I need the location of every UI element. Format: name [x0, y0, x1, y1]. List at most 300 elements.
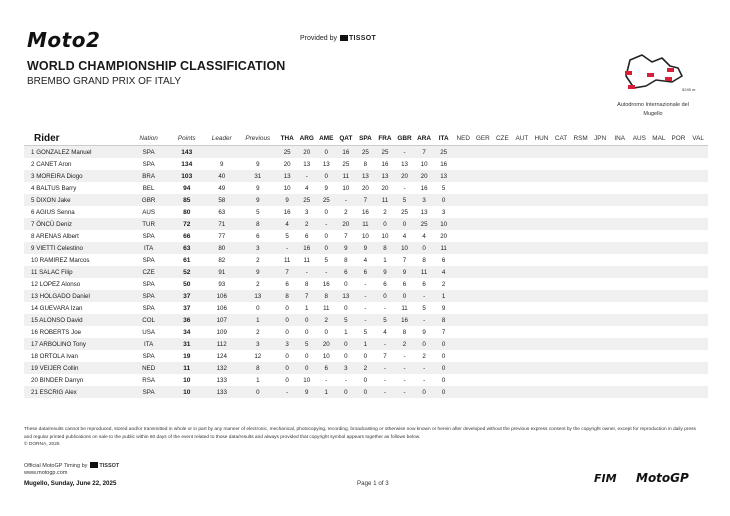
- race-result-cell: [532, 278, 552, 290]
- race-result-cell: 16: [395, 314, 415, 326]
- race-result-cell: [551, 278, 571, 290]
- race-result-cell: 13: [303, 160, 311, 168]
- race-result-cell: [551, 374, 571, 386]
- race-result-cell: 25: [342, 160, 350, 168]
- rider-cell: [24, 314, 129, 326]
- race-result-cell: 0: [277, 362, 297, 374]
- race-result-cell: [688, 230, 708, 242]
- race-result-cell: [453, 386, 473, 398]
- table-row: [24, 374, 708, 386]
- points-cell: 63: [168, 242, 205, 254]
- race-result-cell: [453, 350, 473, 362]
- race-result-cell: [688, 362, 708, 374]
- points-cell: 143: [168, 146, 205, 159]
- rider-name: DIXON Jake: [36, 196, 71, 204]
- race-result-cell: 20: [297, 146, 317, 159]
- race-result-cell: [571, 374, 591, 386]
- race-result-cell: [649, 302, 669, 314]
- col-header-race-val: VAL: [688, 132, 708, 146]
- race-result-cell: 16: [297, 242, 317, 254]
- rider-cell: [24, 218, 129, 230]
- rider-position: 21: [31, 388, 38, 396]
- race-result-cell: 0: [395, 290, 415, 302]
- race-result-cell: -: [414, 314, 434, 326]
- table-row: [24, 206, 708, 218]
- race-result-cell: 25: [434, 146, 454, 159]
- points-cell: 61: [183, 256, 191, 264]
- rider-name: ROBERTS Joe: [39, 328, 82, 336]
- race-result-cell: [512, 290, 532, 302]
- table-row: [24, 338, 708, 350]
- race-result-cell: -: [317, 266, 337, 278]
- race-result-cell: 8: [402, 328, 407, 336]
- rider-position: 12: [31, 280, 38, 288]
- race-result-cell: 11: [336, 170, 356, 182]
- race-result-cell: 4: [422, 232, 426, 240]
- points-cell: 85: [168, 194, 205, 206]
- race-result-cell: [590, 182, 610, 194]
- race-result-cell: [590, 170, 610, 182]
- race-result-cell: [532, 362, 552, 374]
- race-result-cell: 16: [336, 146, 356, 159]
- race-result-cell: [473, 158, 493, 170]
- race-result-cell: 1: [304, 304, 309, 312]
- race-result-cell: [493, 278, 513, 290]
- race-result-cell: [630, 194, 650, 206]
- race-result-cell: 9: [324, 184, 328, 192]
- race-result-cell: [630, 326, 650, 338]
- race-result-cell: 2: [422, 352, 426, 360]
- race-result-cell: 7: [277, 266, 297, 278]
- race-result-cell: [473, 146, 493, 159]
- race-result-cell: 10: [322, 352, 330, 360]
- sponsor-name: TISSOT: [348, 35, 377, 42]
- race-result-cell: [473, 170, 493, 182]
- race-result-cell: [493, 338, 513, 350]
- page-title: WORLD CHAMPIONSHIP CLASSIFICATION: [27, 59, 286, 73]
- race-result-cell: [453, 290, 473, 302]
- rider-name: VIETTI Celestino: [36, 244, 83, 252]
- race-result-cell: [551, 146, 571, 159]
- race-result-cell: [571, 350, 591, 362]
- race-result-cell: [453, 326, 473, 338]
- rider-position: 9: [31, 244, 35, 252]
- race-result-cell: [610, 170, 630, 182]
- race-result-cell: 20: [395, 170, 415, 182]
- race-result-cell: [532, 194, 552, 206]
- race-result-cell: 0: [344, 304, 348, 312]
- table-row: [24, 146, 708, 159]
- race-result-cell: [571, 146, 591, 159]
- points-cell: 50: [183, 280, 191, 288]
- race-result-cell: [551, 302, 571, 314]
- race-result-cell: [688, 254, 708, 266]
- race-result-cell: [669, 194, 689, 206]
- race-result-cell: [532, 254, 552, 266]
- race-result-cell: [473, 326, 493, 338]
- race-result-cell: [649, 158, 669, 170]
- race-result-cell: [473, 218, 493, 230]
- race-result-cell: [453, 278, 473, 290]
- race-result-cell: [551, 158, 571, 170]
- race-result-cell: 4: [363, 256, 368, 264]
- race-result-cell: [512, 194, 532, 206]
- rider-cell: [24, 206, 129, 218]
- race-result-cell: [590, 158, 610, 170]
- race-result-cell: [571, 266, 591, 278]
- race-result-cell: 5: [297, 338, 317, 350]
- race-result-cell: [571, 194, 591, 206]
- rider-name: GONZALEZ Manuel: [36, 148, 92, 156]
- race-result-cell: [551, 362, 571, 374]
- race-result-cell: [688, 158, 708, 170]
- leader-gap-cell: 80: [205, 242, 238, 254]
- race-result-cell: 0: [297, 314, 317, 326]
- leader-gap-cell: 109: [216, 328, 227, 336]
- race-result-cell: [590, 338, 610, 350]
- race-result-cell: [590, 302, 610, 314]
- race-result-cell: [493, 230, 513, 242]
- race-result-cell: [453, 302, 473, 314]
- rider-name: ORTOLA Ivan: [39, 352, 78, 360]
- race-result-cell: [590, 278, 610, 290]
- race-result-cell: 9: [277, 194, 297, 206]
- race-result-cell: 20: [283, 160, 291, 168]
- nation-cell: SPA: [129, 290, 168, 302]
- race-result-cell: 0: [285, 304, 289, 312]
- race-result-cell: [571, 314, 591, 326]
- col-header-race-ned: NED: [453, 132, 473, 146]
- race-result-cell: [590, 362, 610, 374]
- moto2-logo: Moto2: [27, 28, 101, 52]
- race-result-cell: [512, 170, 532, 182]
- race-result-cell: 0: [297, 362, 317, 374]
- rider-position: 8: [31, 232, 35, 240]
- race-result-cell: -: [297, 170, 317, 182]
- race-result-cell: [473, 278, 493, 290]
- rider-name: VEIJER Collin: [39, 364, 79, 372]
- rider-cell: [24, 302, 129, 314]
- race-result-cell: 13: [401, 160, 408, 168]
- tissot-icon: [90, 462, 98, 468]
- col-header-rider: Rider: [24, 132, 129, 146]
- race-result-cell: [630, 386, 650, 398]
- col-header-race-fra: FRA: [375, 132, 395, 146]
- race-result-cell: [571, 254, 591, 266]
- points-cell: 103: [168, 170, 205, 182]
- race-result-cell: [473, 374, 493, 386]
- race-result-cell: [688, 386, 708, 398]
- race-result-cell: 20: [336, 218, 356, 230]
- points-cell: 94: [183, 184, 191, 192]
- nation-cell: SPA: [142, 352, 155, 360]
- race-result-cell: -: [375, 338, 395, 350]
- race-result-cell: [669, 230, 689, 242]
- previous-gap-cell: 9: [238, 266, 277, 278]
- leader-gap-cell: 133: [216, 376, 227, 384]
- race-result-cell: [493, 374, 513, 386]
- nation-cell: NED: [129, 362, 168, 374]
- race-result-cell: 0: [441, 376, 446, 384]
- col-header-race-ina: INA: [610, 132, 630, 146]
- race-result-cell: [590, 242, 610, 254]
- rider-name: ESCRIG Alex: [39, 388, 77, 396]
- circuit-name-line2: Mugello: [643, 111, 663, 117]
- event-date: Mugello, Sunday, June 22, 2025: [24, 480, 117, 487]
- race-result-cell: [571, 386, 591, 398]
- race-result-cell: -: [317, 218, 337, 230]
- nation-cell: BEL: [142, 184, 155, 192]
- race-result-cell: [610, 314, 630, 326]
- race-result-cell: -: [277, 242, 297, 254]
- race-result-cell: [551, 182, 571, 194]
- leader-gap-cell: 133: [205, 386, 238, 398]
- rider-name: ÖNCÜ Deniz: [36, 220, 72, 228]
- race-result-cell: [590, 206, 610, 218]
- race-result-cell: [453, 314, 473, 326]
- race-result-cell: [571, 158, 591, 170]
- race-result-cell: 9: [422, 328, 426, 336]
- race-result-cell: [532, 314, 552, 326]
- previous-gap-cell: [238, 146, 277, 159]
- race-result-cell: 0: [285, 352, 289, 360]
- rider-name: BINDER Darryn: [39, 376, 84, 384]
- race-result-cell: [453, 374, 473, 386]
- previous-gap-cell: 1: [256, 376, 260, 384]
- copyright-text: © DORNA, 2025: [24, 442, 60, 447]
- race-result-cell: [473, 350, 493, 362]
- leader-gap-cell: 71: [205, 218, 238, 230]
- race-result-cell: 11: [283, 256, 291, 264]
- rider-name: MOREIRA Diogo: [36, 172, 83, 180]
- table-row: [24, 362, 708, 374]
- race-result-cell: 6: [285, 280, 289, 288]
- website-link[interactable]: www.motogp.com: [24, 470, 68, 476]
- race-result-cell: [551, 338, 571, 350]
- table-row: [24, 278, 708, 290]
- race-result-cell: [551, 386, 571, 398]
- race-result-cell: [688, 314, 708, 326]
- race-result-cell: 16: [440, 160, 448, 168]
- previous-gap-cell: 2: [256, 328, 260, 336]
- race-result-cell: [512, 182, 532, 194]
- rider-position: 15: [31, 316, 38, 324]
- leader-gap-cell: 91: [205, 266, 238, 278]
- leader-gap-cell: 106: [205, 290, 238, 302]
- race-result-cell: [512, 302, 532, 314]
- race-result-cell: [688, 350, 708, 362]
- race-result-cell: 3: [414, 194, 434, 206]
- race-result-cell: 4: [383, 328, 387, 336]
- previous-gap-cell: 0: [256, 304, 260, 312]
- race-result-cell: [688, 242, 708, 254]
- race-result-cell: [453, 254, 473, 266]
- race-result-cell: 10: [434, 218, 454, 230]
- race-result-cell: 9: [395, 266, 415, 278]
- race-result-cell: [512, 218, 532, 230]
- race-result-cell: [473, 338, 493, 350]
- race-result-cell: [453, 158, 473, 170]
- points-cell: 80: [183, 208, 191, 216]
- rider-name: BALTUS Barry: [36, 184, 77, 192]
- race-result-cell: [512, 158, 532, 170]
- rider-cell: [24, 386, 129, 398]
- table-row: [24, 290, 708, 302]
- race-result-cell: -: [395, 146, 415, 159]
- tissot-icon: [340, 35, 348, 41]
- rider-cell: [24, 254, 129, 266]
- rider-position: 20: [31, 376, 38, 384]
- race-result-cell: 6: [383, 280, 387, 288]
- race-result-cell: -: [414, 362, 434, 374]
- race-result-cell: [532, 182, 552, 194]
- race-result-cell: [630, 374, 650, 386]
- race-result-cell: [649, 314, 669, 326]
- race-result-cell: [590, 218, 610, 230]
- rider-position: 10: [31, 256, 38, 264]
- race-result-cell: [649, 242, 669, 254]
- race-result-cell: 20: [414, 170, 434, 182]
- rider-name: HOLGADO Daniel: [39, 292, 90, 300]
- race-result-cell: 7: [441, 328, 446, 336]
- rider-name: CANET Aron: [36, 160, 72, 168]
- race-result-cell: -: [364, 304, 367, 312]
- race-result-cell: [571, 326, 591, 338]
- race-result-cell: 0: [441, 352, 446, 360]
- nation-cell: ITA: [129, 338, 168, 350]
- rider-cell: [24, 374, 129, 386]
- race-result-cell: [669, 326, 689, 338]
- points-cell: 72: [168, 218, 205, 230]
- circuit-name-line1: Autodromo Internazionale del: [617, 102, 689, 108]
- points-cell: 10: [183, 376, 191, 384]
- official-timing: [24, 462, 119, 469]
- race-result-cell: [630, 254, 650, 266]
- race-result-cell: [512, 266, 532, 278]
- table-header-row: [24, 132, 708, 146]
- race-result-cell: [551, 254, 571, 266]
- race-result-cell: 16: [283, 208, 291, 216]
- race-result-cell: 0: [414, 242, 434, 254]
- race-result-cell: [630, 266, 650, 278]
- rider-position: 3: [31, 172, 35, 180]
- race-result-cell: -: [364, 280, 367, 288]
- race-result-cell: 1: [344, 328, 348, 336]
- col-header-race-rsm: RSM: [571, 132, 591, 146]
- race-result-cell: [630, 290, 650, 302]
- race-result-cell: [512, 338, 532, 350]
- race-result-cell: [649, 182, 669, 194]
- race-result-cell: 8: [304, 280, 309, 288]
- race-result-cell: [669, 218, 689, 230]
- race-result-cell: 5: [336, 314, 356, 326]
- race-result-cell: 16: [361, 208, 369, 216]
- col-header-race-ara: ARA: [414, 132, 434, 146]
- race-result-cell: 9: [336, 242, 356, 254]
- table-row: [24, 254, 708, 266]
- race-result-cell: 5: [422, 304, 426, 312]
- previous-gap-cell: 0: [238, 386, 277, 398]
- race-result-cell: [669, 170, 689, 182]
- race-result-cell: 20: [317, 338, 337, 350]
- race-result-cell: -: [356, 290, 376, 302]
- rider-name: ALONSO David: [39, 316, 83, 324]
- race-result-cell: [551, 326, 571, 338]
- col-header-previous: Previous: [238, 132, 277, 146]
- race-result-cell: 5: [375, 314, 395, 326]
- race-result-cell: -: [336, 194, 356, 206]
- race-result-cell: 0: [375, 290, 395, 302]
- race-result-cell: [590, 350, 610, 362]
- race-result-cell: [688, 338, 708, 350]
- race-result-cell: 5: [324, 256, 328, 264]
- rider-position: 11: [31, 268, 38, 276]
- col-header-race-arg: ARG: [297, 132, 317, 146]
- race-result-cell: 11: [303, 256, 310, 264]
- col-header-race-gbr: GBR: [395, 132, 415, 146]
- race-result-cell: [590, 266, 610, 278]
- race-result-cell: [630, 302, 650, 314]
- race-result-cell: [610, 242, 630, 254]
- race-result-cell: [453, 230, 473, 242]
- race-result-cell: [453, 170, 473, 182]
- table-row: [24, 182, 708, 194]
- race-result-cell: 25: [414, 218, 434, 230]
- race-result-cell: [473, 230, 493, 242]
- col-header-race-por: POR: [669, 132, 689, 146]
- race-result-cell: 11: [401, 304, 408, 312]
- race-result-cell: [688, 194, 708, 206]
- race-result-cell: 0: [285, 328, 289, 336]
- race-result-cell: [453, 242, 473, 254]
- race-result-cell: [571, 362, 591, 374]
- nation-cell: GBR: [129, 194, 168, 206]
- race-result-cell: 20: [440, 232, 448, 240]
- race-result-cell: 8: [363, 160, 368, 168]
- col-header-race-ame: AME: [317, 132, 337, 146]
- race-result-cell: [493, 158, 513, 170]
- race-result-cell: 0: [414, 386, 434, 398]
- race-result-cell: 0: [285, 376, 289, 384]
- rider-name: ARENAS Albert: [35, 232, 79, 240]
- race-result-cell: -: [383, 304, 386, 312]
- race-result-cell: [532, 218, 552, 230]
- nation-cell: CZE: [129, 266, 168, 278]
- provided-by-label: Provided by: [300, 35, 337, 42]
- leader-gap-cell: 124: [216, 352, 227, 360]
- race-result-cell: [590, 146, 610, 159]
- leader-gap-cell: 63: [218, 208, 226, 216]
- race-result-cell: 11: [434, 242, 454, 254]
- race-result-cell: [493, 290, 513, 302]
- race-result-cell: 3: [277, 338, 297, 350]
- points-cell: 52: [168, 266, 205, 278]
- race-result-cell: [453, 182, 473, 194]
- race-result-cell: [669, 158, 689, 170]
- race-result-cell: [512, 326, 532, 338]
- race-result-cell: [571, 218, 591, 230]
- previous-gap-cell: 8: [238, 362, 277, 374]
- race-result-cell: 0: [434, 338, 454, 350]
- race-result-cell: 10: [395, 242, 415, 254]
- race-result-cell: 6: [336, 266, 356, 278]
- points-cell: 19: [183, 352, 191, 360]
- race-result-cell: 2: [297, 218, 317, 230]
- rider-name: GUEVARA Izan: [39, 304, 83, 312]
- race-result-cell: -: [277, 386, 297, 398]
- race-result-cell: [610, 230, 630, 242]
- race-result-cell: [532, 350, 552, 362]
